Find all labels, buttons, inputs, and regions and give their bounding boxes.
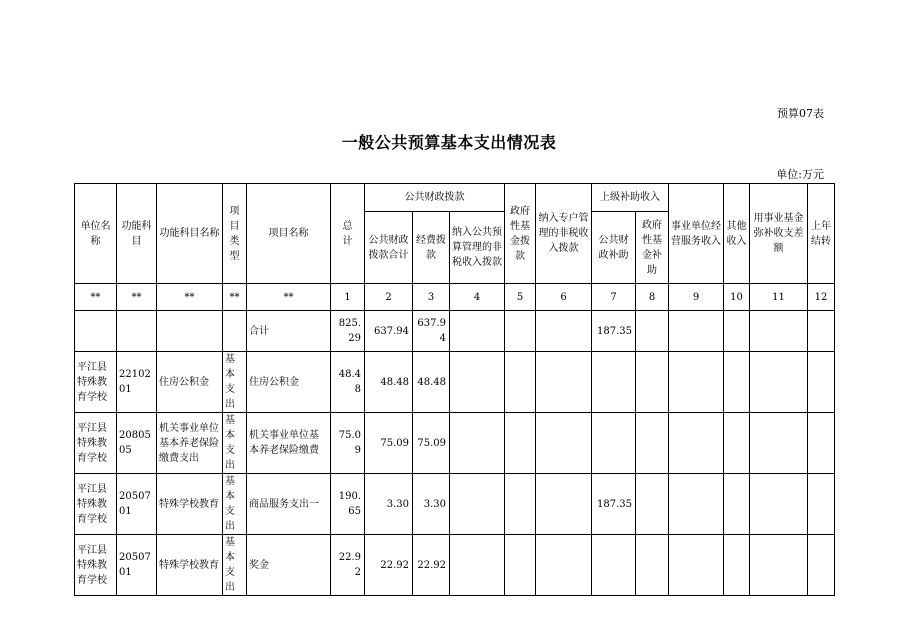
- unit-name-cell: 平江县特殊教育学校: [75, 535, 117, 596]
- table-cell: [750, 535, 808, 596]
- table-cell: [450, 352, 505, 413]
- index-cell: **: [157, 284, 223, 311]
- header-item-name: 项目名称: [247, 184, 331, 284]
- item-name-cell: 机关事业单位基本养老保险缴费: [247, 413, 331, 474]
- item-name-cell: 奖金: [247, 535, 331, 596]
- total-amount: 825.29: [331, 311, 365, 352]
- header-last-year: 上年结转: [808, 184, 835, 284]
- index-cell: 5: [505, 284, 536, 311]
- total-cell: 22.92: [331, 535, 365, 596]
- fund-allocation-cell: 75.09: [413, 413, 450, 474]
- table-cell: [505, 311, 536, 352]
- index-cell: **: [117, 284, 157, 311]
- budget-table: [74, 183, 835, 596]
- table-row: [75, 352, 835, 413]
- table-cell: [505, 474, 536, 535]
- header-func-code: 功能科目: [117, 184, 157, 284]
- index-cell: 4: [450, 284, 505, 311]
- public-fiscal-cell: 75.09: [365, 413, 413, 474]
- table-cell: [724, 535, 750, 596]
- table-cell: [808, 352, 835, 413]
- header-item-type: 项目类型: [223, 184, 247, 284]
- index-cell: 12: [808, 284, 835, 311]
- header-upper-gov-fund: 政府性基金补助: [636, 212, 669, 284]
- upper-public-cell: 187.35: [592, 474, 636, 535]
- table-cell: [450, 413, 505, 474]
- header-func-name: 功能科目名称: [157, 184, 223, 284]
- func-name-cell: 住房公积金: [157, 352, 223, 413]
- total-cell: 48.48: [331, 352, 365, 413]
- table-cell: [536, 311, 592, 352]
- header-non-tax-special: 纳入专户管理的非税收入拨款: [536, 184, 592, 284]
- item-name-cell: 商品服务支出一: [247, 474, 331, 535]
- table-row: [75, 535, 835, 596]
- item-name-cell: 住房公积金: [247, 352, 331, 413]
- table-cell: [505, 413, 536, 474]
- table-cell: [669, 352, 724, 413]
- public-fiscal-cell: 22.92: [365, 535, 413, 596]
- index-cell: 1: [331, 284, 365, 311]
- table-cell: [636, 474, 669, 535]
- header-total: 总 计: [331, 184, 365, 284]
- header-unit-name: 单位名称: [75, 184, 117, 284]
- header-upper-public: 公共财政补助: [592, 212, 636, 284]
- table-cell: [669, 535, 724, 596]
- total-row: [75, 311, 835, 352]
- table-cell: [157, 311, 223, 352]
- func-name-cell: 机关事业单位基本养老保险缴费支出: [157, 413, 223, 474]
- header-row-1: [75, 184, 835, 212]
- index-cell: 7: [592, 284, 636, 311]
- table-cell: [750, 311, 808, 352]
- table-cell: [636, 311, 669, 352]
- header-upper-subsidy: 上级补助收入: [592, 184, 669, 212]
- table-cell: [505, 535, 536, 596]
- header-operating-income: 事业单位经营服务收入: [669, 184, 724, 284]
- table-cell: [536, 352, 592, 413]
- table-cell: [808, 311, 835, 352]
- index-cell: 2: [365, 284, 413, 311]
- upper-public-cell: [592, 413, 636, 474]
- header-non-tax-public: 纳入公共预算管理的非税收入拨款: [450, 212, 505, 284]
- table-cell: [223, 311, 247, 352]
- item-type-cell: 基本支出: [223, 535, 247, 596]
- upper-public-cell: [592, 352, 636, 413]
- header-gov-fund: 政府性基金拨款: [505, 184, 536, 284]
- table-cell: [536, 474, 592, 535]
- func-code-cell: 2210201: [117, 352, 157, 413]
- index-cell: **: [223, 284, 247, 311]
- table-cell: [750, 413, 808, 474]
- table-cell: [75, 311, 117, 352]
- index-cell: 6: [536, 284, 592, 311]
- table-cell: [450, 535, 505, 596]
- total-label: 合计: [247, 311, 331, 352]
- index-cell: 9: [669, 284, 724, 311]
- func-code-cell: 2080505: [117, 413, 157, 474]
- table-cell: [536, 413, 592, 474]
- table-cell: [669, 311, 724, 352]
- item-type-cell: 基本支出: [223, 413, 247, 474]
- func-name-cell: 特殊学校教育: [157, 474, 223, 535]
- total-cell: 190.65: [331, 474, 365, 535]
- table-cell: [724, 311, 750, 352]
- func-name-cell: 特殊学校教育: [157, 535, 223, 596]
- table-cell: [536, 535, 592, 596]
- fund-allocation-cell: 48.48: [413, 352, 450, 413]
- page-title: 一般公共预算基本支出情况表: [341, 133, 557, 152]
- table-cell: [808, 535, 835, 596]
- total-cell: 75.09: [331, 413, 365, 474]
- header-public-fiscal: 公共财政拨款: [365, 184, 505, 212]
- index-cell: 10: [724, 284, 750, 311]
- table-cell: [808, 413, 835, 474]
- header-fund-allocation: 经费拨款: [413, 212, 450, 284]
- table-cell: [724, 352, 750, 413]
- table-cell: [505, 352, 536, 413]
- header-fund-balance: 用事业基金弥补收支差额: [750, 184, 808, 284]
- total-upper-public: 187.35: [592, 311, 636, 352]
- func-code-cell: 2050701: [117, 474, 157, 535]
- unit-label: 单位:万元: [776, 168, 824, 181]
- table-cell: [669, 474, 724, 535]
- index-cell: **: [247, 284, 331, 311]
- func-code-cell: 2050701: [117, 535, 157, 596]
- fund-allocation-cell: 3.30: [413, 474, 450, 535]
- item-type-cell: 基本支出: [223, 474, 247, 535]
- index-cell: 11: [750, 284, 808, 311]
- unit-name-cell: 平江县特殊教育学校: [75, 352, 117, 413]
- header-other-income: 其他收入: [724, 184, 750, 284]
- table-cell: [636, 352, 669, 413]
- table-cell: [808, 474, 835, 535]
- index-cell: 8: [636, 284, 669, 311]
- header-public-fiscal-total: 公共财政拨款合计: [365, 212, 413, 284]
- unit-name-cell: 平江县特殊教育学校: [75, 413, 117, 474]
- index-cell: 3: [413, 284, 450, 311]
- total-fund-allocation: 637.94: [413, 311, 450, 352]
- table-cell: [117, 311, 157, 352]
- index-cell: **: [75, 284, 117, 311]
- item-type-cell: 基本支出: [223, 352, 247, 413]
- public-fiscal-cell: 48.48: [365, 352, 413, 413]
- table-cell: [724, 474, 750, 535]
- upper-public-cell: [592, 535, 636, 596]
- table-cell: [636, 413, 669, 474]
- table-row: [75, 474, 835, 535]
- table-cell: [450, 474, 505, 535]
- table-cell: [669, 413, 724, 474]
- table-cell: [750, 352, 808, 413]
- table-cell: [750, 474, 808, 535]
- form-number: 预算07表: [777, 107, 824, 120]
- unit-name-cell: 平江县特殊教育学校: [75, 474, 117, 535]
- table-cell: [636, 535, 669, 596]
- table-cell: [450, 311, 505, 352]
- index-row: [75, 284, 835, 311]
- table-row: [75, 413, 835, 474]
- public-fiscal-cell: 3.30: [365, 474, 413, 535]
- fund-allocation-cell: 22.92: [413, 535, 450, 596]
- total-public-fiscal: 637.94: [365, 311, 413, 352]
- table-cell: [724, 413, 750, 474]
